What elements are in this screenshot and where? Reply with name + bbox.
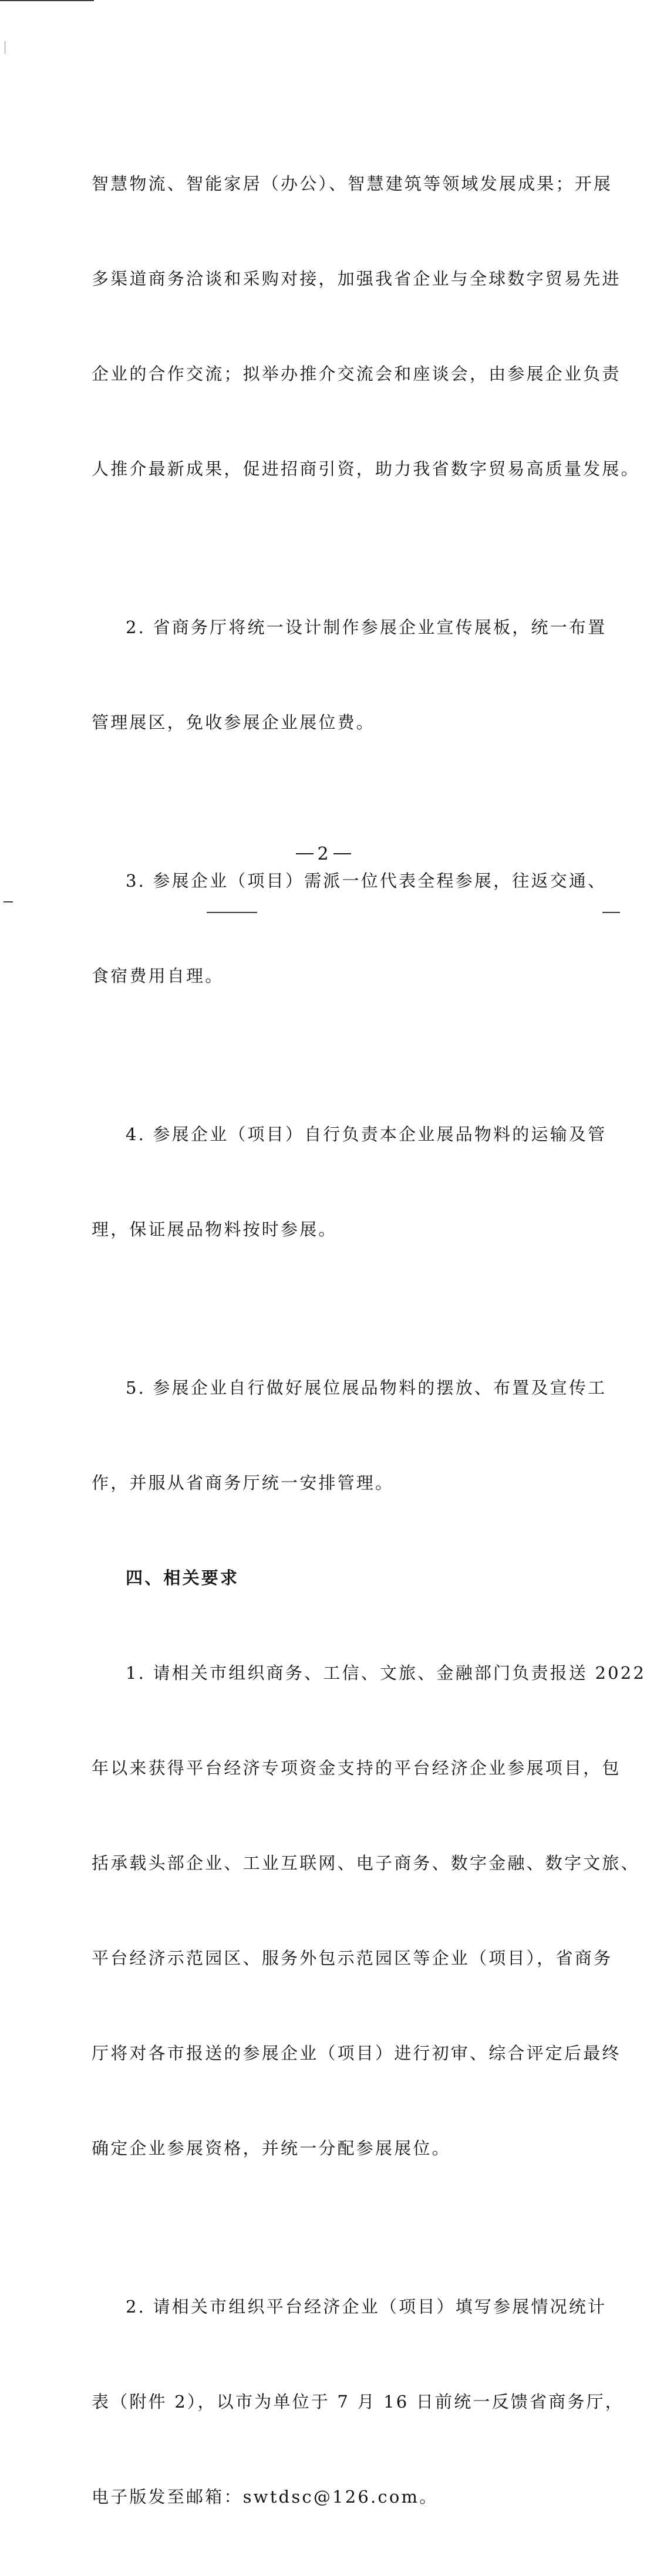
text-line: 年以来获得平台经济专项资金支持的平台经济企业参展项目，包 [92, 1758, 621, 1778]
text-line: 企业的合作交流；拟举办推介交流会和座谈会，由参展企业负责 [92, 364, 621, 384]
text-line: 电子版发至邮箱：swtdsc@126.com。 [92, 2487, 439, 2507]
text-line: 5. 参展企业自行做好展位展品物料的摆放、布置及宣传工 [126, 1378, 607, 1398]
page-number [0, 844, 647, 864]
text-line: 作，并服从省商务厅统一安排管理。 [92, 1473, 395, 1493]
text-line: 3. 参展企业（项目）需派一位代表全程参展，往返交通、 [126, 871, 607, 891]
text-line: 表（附件 2），以市为单位于 7 月 16 日前统一反馈省商务厅， [92, 2392, 624, 2412]
document-body [92, 104, 646, 2576]
paragraph-requirement-1 [92, 1594, 646, 2227]
text-line: 4. 参展企业（项目）自行负责本企业展品物料的运输及管 [126, 1124, 607, 1144]
text-line: 智慧物流、智能家居（办公）、智慧建筑等领域发展成果；开展 [92, 174, 613, 194]
text-line: 厅将对各市报送的参展企业（项目）进行初审、综合评定后最终 [92, 2043, 621, 2063]
page-number-dash-left [296, 853, 314, 854]
text-line: 1. 请相关市组织商务、工信、文旅、金融部门负责报送 2022 [126, 1663, 646, 1683]
text-line: 多渠道商务洽谈和采购对接，加强我省企业与全球数字贸易先进 [92, 269, 621, 289]
text-line: 食宿费用自理。 [92, 966, 224, 986]
paragraph-item-5 [92, 1309, 607, 1562]
text-line: 确定企业参展资格，并统一分配参展展位。 [92, 2138, 451, 2158]
paragraph-continued [92, 104, 640, 548]
text-line: 2. 省商务厅将统一设计制作参展企业宣传展板，统一布置 [126, 617, 607, 637]
page-number-dash-right [333, 853, 351, 854]
paragraph-item-3 [92, 802, 607, 1055]
page-number-value: 2 [317, 844, 330, 864]
text-line: 理，保证展品物料按时参展。 [92, 1219, 338, 1239]
scan-mark-bottom-right [602, 912, 620, 913]
paragraph-requirement-2 [92, 2227, 624, 2576]
text-line: 括承载头部企业、工业互联网、电子商务、数字金融、数字文旅、 [92, 1853, 640, 1873]
text-line: 人推介最新成果，促进招商引资，助力我省数字贸易高质量发展。 [92, 459, 640, 479]
paragraph-item-4 [92, 1055, 607, 1309]
scan-mark-top-left [0, 0, 94, 1]
section-heading: 四、相关要求 [126, 1568, 240, 1588]
text-line: 管理展区，免收参展企业展位费。 [92, 712, 376, 732]
paragraph-item-2 [92, 548, 607, 802]
text-line: 平台经济示范园区、服务外包示范园区等企业（项目），省商务 [92, 1948, 613, 1968]
scan-mark-bottom-left [4, 901, 13, 902]
text-line: 2. 请相关市组织平台经济企业（项目）填写参展情况统计 [126, 2297, 607, 2317]
